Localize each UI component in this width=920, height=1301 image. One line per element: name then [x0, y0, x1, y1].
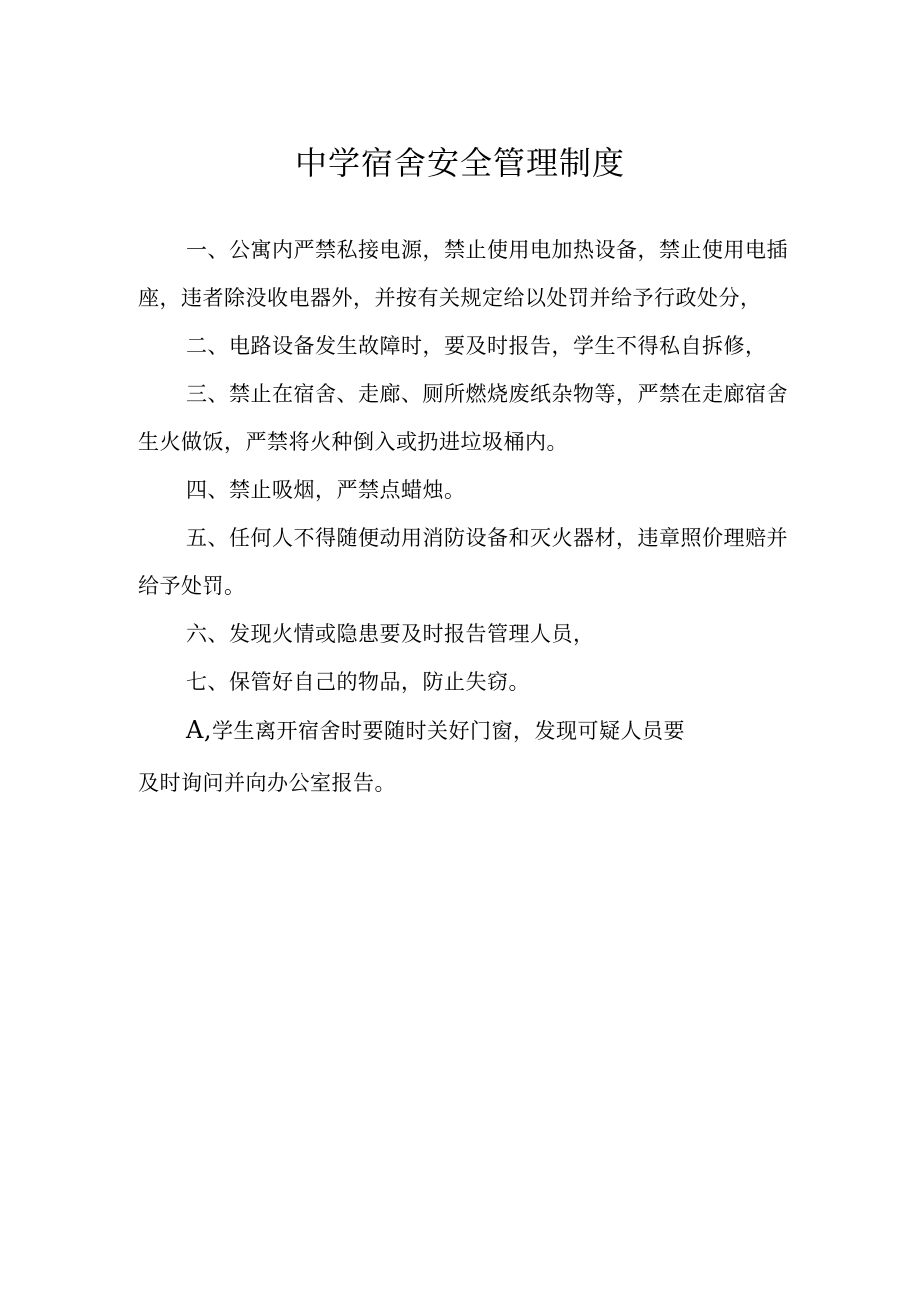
paragraph-6: 六、发现火情或隐患要及时报告管理人员，: [186, 622, 595, 646]
paragraph-4: 四、禁止吸烟，严禁点蜡烛。: [186, 478, 466, 502]
paragraph-8: [138, 706, 788, 809]
paragraph-8-prefix: A,: [186, 716, 212, 744]
paragraph-8-text-1: 学生离开宿舍时要随时关好门窗，发现可疑人员要: [211, 719, 685, 743]
paragraph-5: 五、任何人不得随便动用消防设备和灭火器材，违章照价理赔并给予处罚。: [138, 526, 788, 598]
paragraph-8-line-1: [138, 706, 788, 755]
document-title: 中学宿舍安全管理制度: [294, 144, 625, 182]
paragraph-3: 三、禁止在宿舍、走廊、厕所燃烧废纸杂物等，严禁在走廊宿舍生火做饭，严禁将火种倒入或扔进垃圾桶内。: [138, 382, 788, 454]
paragraph-8-line-2: 及时询问并向办公室报告。: [138, 771, 396, 795]
paragraph-7: 七、保管好自己的物品，防止失窃。: [186, 670, 530, 694]
paragraph-2: 二、电路设备发生故障时，要及时报告，学生不得私自拆修，: [186, 334, 767, 358]
paragraph-1: 一、公寓内严禁私接电源，禁止使用电加热设备，禁止使用电插座，违者除没收电器外，并按有关规定给以处罚并给予行政处分，: [138, 238, 788, 310]
document-body: [138, 226, 788, 809]
